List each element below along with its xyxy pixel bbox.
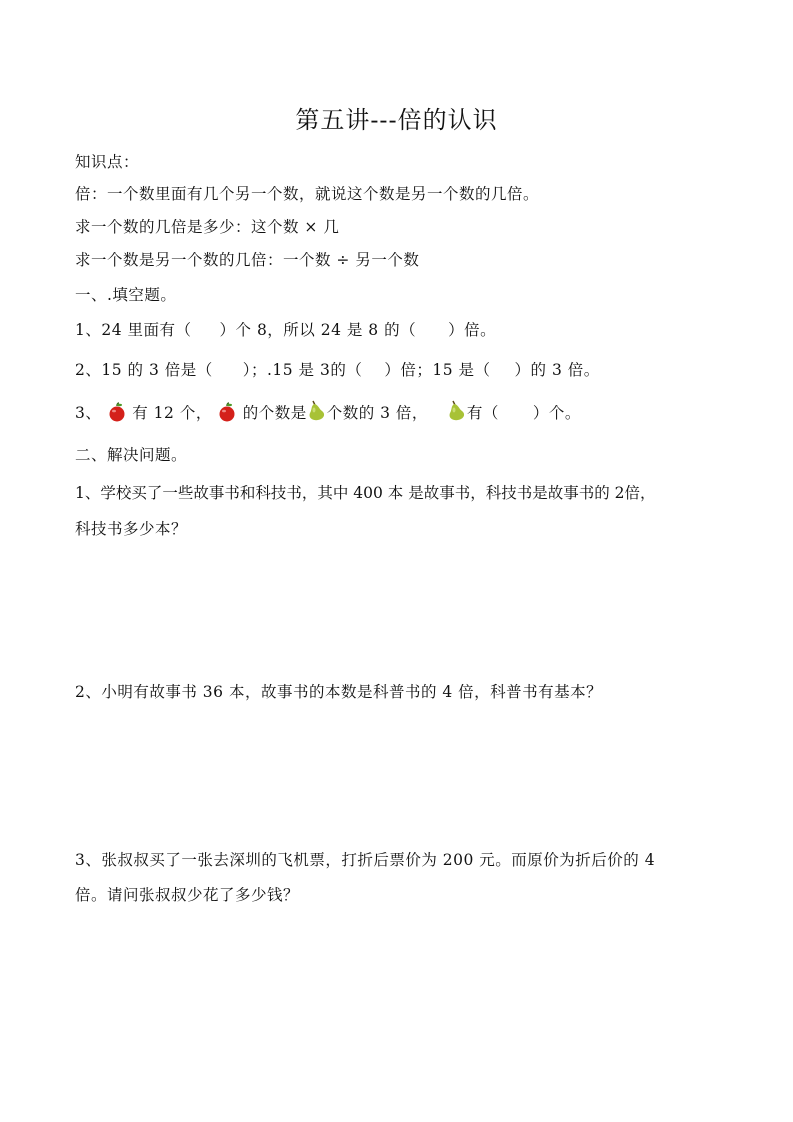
apple-icon — [217, 402, 237, 426]
problem-1-line-2: 科技书多少本？ — [75, 520, 188, 538]
pear-icon — [307, 400, 327, 426]
fill-question-2: 2、15 的 3 倍是（ ）；.15 是 3的（ ）倍；15 是（ ）的 3 倍。 — [75, 361, 600, 379]
fill-question-3: 3、 有 12 个， 的个数是 个数的 3 倍， 有（ ）个。 — [75, 400, 581, 426]
problem-3-line-1: 3、张叔叔买了一张去深圳的飞机票，打折后票价为 200 元。而原价为折后价的 4 — [75, 851, 656, 869]
section2-heading: 二、解决问题。 — [75, 446, 188, 464]
knowledge-rule-multiply: 求一个数的几倍是多少：这个数 × 几 — [75, 218, 340, 236]
problem-3-line-2: 倍。请问张叔叔少花了多少钱？ — [75, 886, 300, 904]
problem-1-line-1: 1、学校买了一些故事书和科技书，其中 400 本 是故事书，科技书是故事书的 2倍， — [75, 484, 656, 502]
knowledge-rule-divide: 求一个数是另一个数的几倍：一个数 ÷ 另一个数 — [75, 251, 420, 269]
knowledge-heading: 知识点： — [75, 153, 140, 171]
knowledge-definition: 倍：一个数里面有几个另一个数，就说这个数是另一个数的几倍。 — [75, 185, 540, 203]
section1-heading: 一、.填空题。 — [75, 286, 177, 304]
problem-2: 2、小明有故事书 36 本，故事书的本数是科普书的 4 倍，科普书有基本？ — [75, 683, 603, 701]
page-title: 第五讲---倍的认识 — [295, 106, 498, 134]
apple-icon — [107, 402, 127, 426]
pear-icon — [447, 400, 467, 426]
fill-question-1: 1、24 里面有（ ）个 8，所以 24 是 8 的（ ）倍。 — [75, 321, 497, 339]
